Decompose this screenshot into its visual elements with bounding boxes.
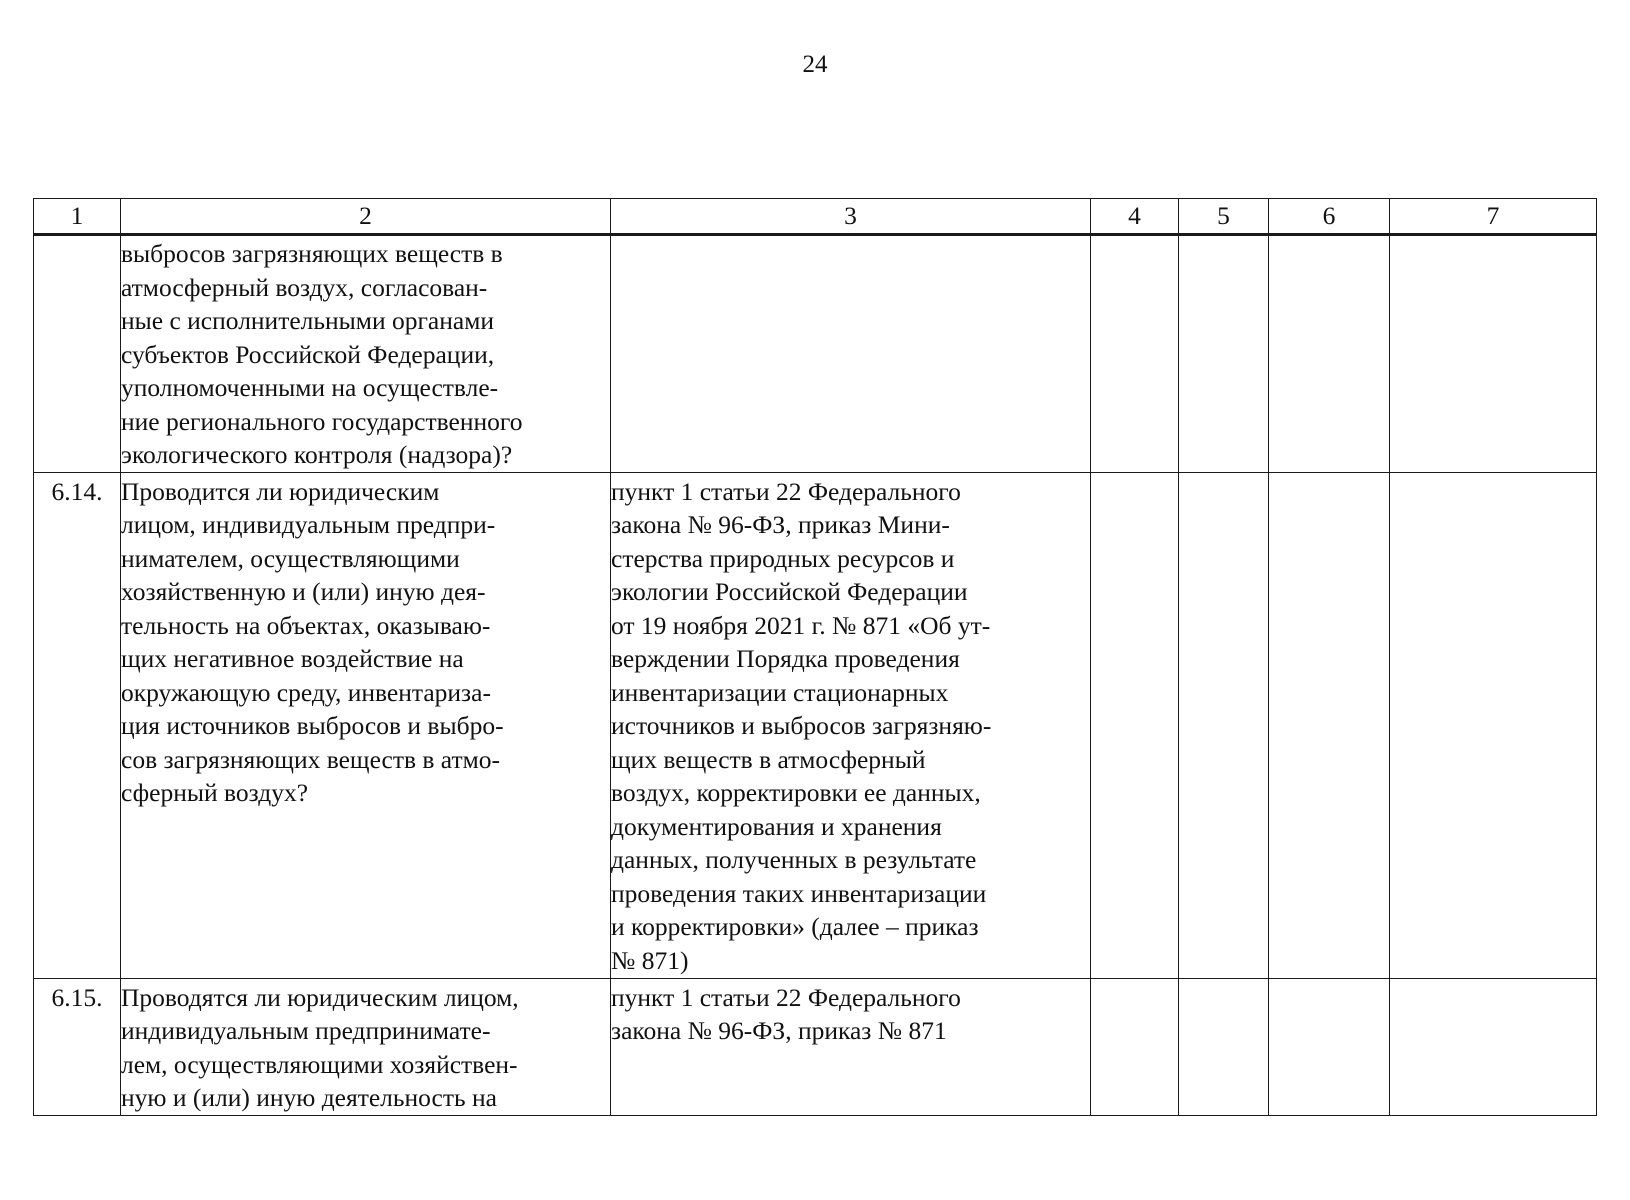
column-7-cell: [1390, 235, 1597, 473]
column-6-cell: [1269, 472, 1390, 978]
column-7-cell: [1390, 978, 1597, 1115]
row-number-cell: [34, 235, 121, 473]
legal-reference-text: пункт 1 статьи 22 Федерального закона № 96-ФЗ, приказ № 871: [611, 982, 961, 1045]
column-header-1: 1: [34, 199, 121, 235]
column-header-5: 5: [1179, 199, 1269, 235]
column-4-cell: [1091, 235, 1179, 473]
column-header-3: 3: [611, 199, 1091, 235]
legal-reference-cell: [611, 472, 1091, 978]
requirement-question-cell: [121, 472, 611, 978]
requirement-question-text: выбросов загрязняющих веществ в атмосферный воздух, согласован- ные с исполнительными органами субъектов Российской Федерации, уполномоченными на осуществле- ние регионального государственного экологического контроля (надзора)?: [121, 239, 523, 469]
legal-reference-cell: [611, 235, 1091, 473]
column-header-4: 4: [1091, 199, 1179, 235]
requirement-question-text: Проводится ли юридическим лицом, индивидуальным предпри- нимателем, осуществляющими хозяйственную и (или) иную дея- тельность на объектах, оказываю- щих негативное воздействие на окружающую среду, инвентариза- ция источников выбросов и выбро- сов загрязняющих веществ в атмо- сферный воздух?: [121, 476, 504, 807]
column-4-cell: [1091, 472, 1179, 978]
column-header-7: 7: [1390, 199, 1597, 235]
requirement-question-cell: [121, 235, 611, 473]
column-5-cell: [1179, 978, 1269, 1115]
column-header-6: 6: [1269, 199, 1390, 235]
column-header-2: 2: [121, 199, 611, 235]
legal-reference-cell: [611, 978, 1091, 1115]
table-header-row: [34, 199, 1597, 235]
column-5-cell: [1179, 235, 1269, 473]
column-5-cell: [1179, 472, 1269, 978]
requirement-question-cell: [121, 978, 611, 1115]
checklist-table: [33, 198, 1597, 1116]
column-4-cell: [1091, 978, 1179, 1115]
table-row: [34, 235, 1597, 473]
legal-reference-text: пункт 1 статьи 22 Федерального закона № 96-ФЗ, приказ Мини- стерства природных ресурсов и экологии Российской Федерации от 19 ноября 2021 г. № 871 «Об ут- верждении Порядка проведения инвентаризации стационарных источников и выбросов загрязняю- щих веществ в атмосферный воздух, корректировки ее данных, документирования и хранения данных, полученных в результате проведения таких инвентаризации и корректировки» (далее – приказ № 871): [611, 476, 992, 975]
row-number-cell: 6.14.: [34, 472, 121, 978]
column-7-cell: [1390, 472, 1597, 978]
row-number-cell: 6.15.: [34, 978, 121, 1115]
requirement-question-text: Проводятся ли юридическим лицом, индивидуальным предпринимате- лем, осуществляющими хозяйствен- ную и (или) иную деятельность на: [121, 982, 519, 1112]
table-row: [34, 978, 1597, 1115]
table-row: [34, 472, 1597, 978]
column-6-cell: [1269, 235, 1390, 473]
column-6-cell: [1269, 978, 1390, 1115]
page-number: 24: [802, 51, 828, 78]
